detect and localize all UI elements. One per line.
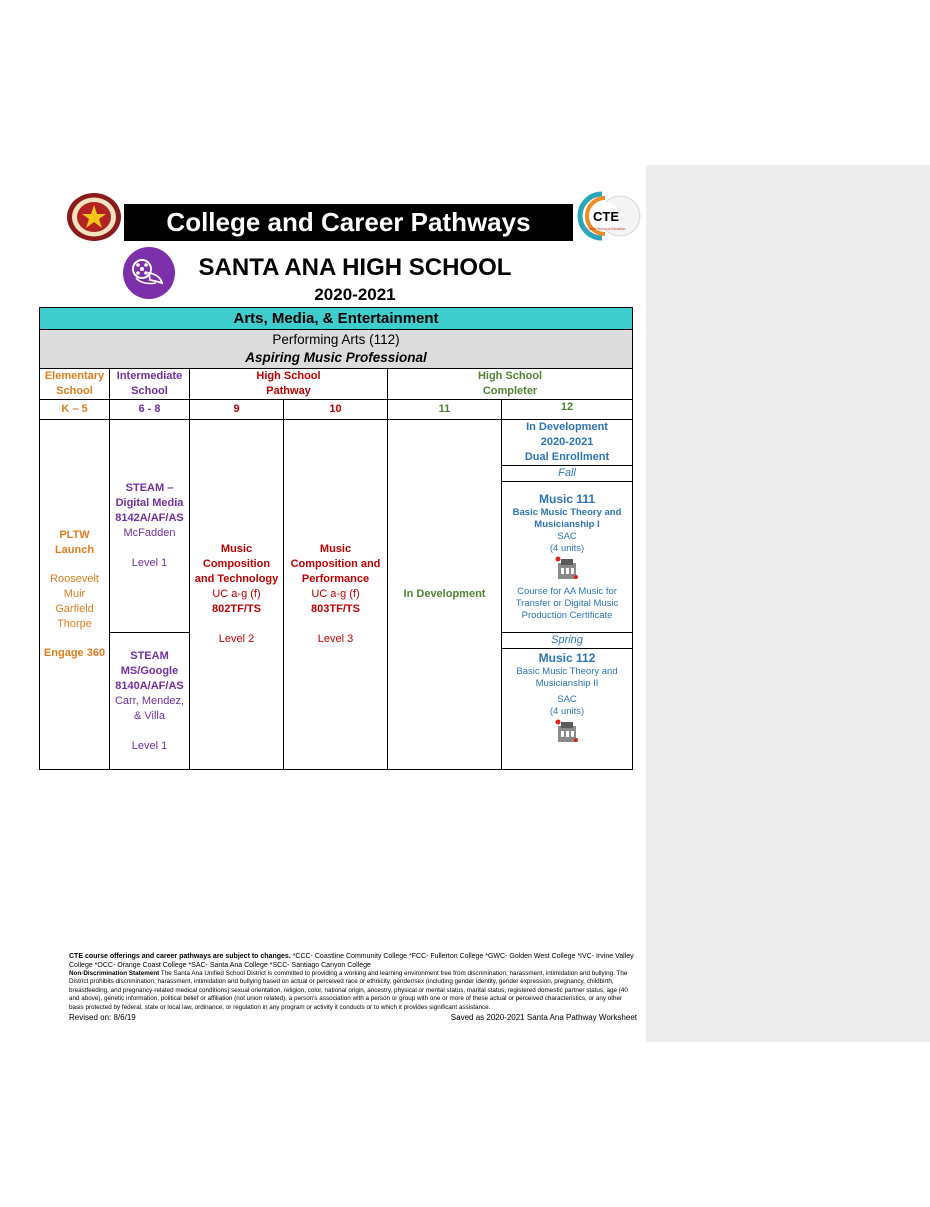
grade12-dual: Dual Enrollment bbox=[524, 451, 610, 463]
elementary-school: Roosevelt bbox=[50, 573, 99, 585]
grade-9: 9 bbox=[190, 400, 284, 420]
grade10-course: Music Composition and Performance bbox=[290, 543, 381, 585]
header-hs-pathway: High School Pathway bbox=[190, 369, 388, 400]
pathway-table bbox=[39, 307, 633, 770]
grade10-cell bbox=[284, 420, 388, 770]
elementary-school: Thorpe bbox=[57, 618, 92, 630]
header-intermediate: Intermediate School bbox=[110, 369, 190, 400]
cte-logo-icon bbox=[572, 188, 642, 244]
side-panel bbox=[646, 165, 930, 1042]
footer-saved: Saved as 2020-2021 Santa Ana Pathway Worksheet bbox=[450, 1013, 637, 1023]
intermediate-teacher: McFadden bbox=[123, 527, 176, 539]
header-hs-completer: High School Completer bbox=[388, 369, 633, 400]
grade-6-8: 6 - 8 bbox=[110, 400, 190, 420]
footer-disclaimer bbox=[69, 952, 637, 970]
header-elementary: Elementary School bbox=[40, 369, 110, 400]
grade9-code: 802TF/TS bbox=[212, 603, 261, 615]
music111-college: SAC bbox=[557, 531, 577, 542]
footer-disclaimer-bold: CTE course offerings and career pathways are subject to changes. bbox=[69, 953, 291, 960]
music111-name: Basic Music Theory and Musicianship I bbox=[512, 507, 622, 530]
music111-cell bbox=[502, 482, 633, 633]
music112-name: Basic Music Theory and Musicianship II bbox=[516, 666, 618, 689]
semester-spring: Spring bbox=[502, 633, 633, 649]
grade-12: 12 bbox=[502, 400, 633, 420]
music112-units: (4 units) bbox=[549, 706, 585, 717]
elementary-school: Garfield bbox=[55, 603, 94, 615]
district-seal-icon bbox=[66, 192, 122, 242]
music111-units: (4 units) bbox=[549, 543, 585, 554]
music112-title: Music 112 bbox=[538, 651, 596, 665]
college-building-icon bbox=[555, 718, 579, 744]
page-title: College and Career Pathways bbox=[124, 204, 573, 241]
grade9-level: Level 2 bbox=[218, 633, 255, 645]
grade-11: 11 bbox=[388, 400, 502, 420]
svg-text:Career Technical Education: Career Technical Education bbox=[586, 227, 626, 231]
school-year: 2020-2021 bbox=[314, 285, 396, 304]
grade11-cell: In Development bbox=[388, 420, 502, 770]
elementary-engage: Engage 360 bbox=[43, 647, 106, 659]
industry-sector: Arts, Media, & Entertainment bbox=[40, 308, 633, 330]
grade9-uc: UC a-g (f) bbox=[212, 588, 261, 600]
intermediate-cell-2 bbox=[110, 633, 190, 770]
school-name: SANTA ANA HIGH SCHOOL bbox=[198, 254, 512, 281]
music112-cell bbox=[502, 649, 633, 770]
music111-title: Music 111 bbox=[539, 492, 596, 506]
intermediate-course: STEAM – Digital Media bbox=[115, 482, 184, 509]
elementary-program: PLTW Launch bbox=[54, 529, 95, 556]
grade12-dev: In Development bbox=[526, 421, 608, 433]
footer-colleges: *CCC- Coastline Community College *FCC- Fullerton College *GWC- Golden West College *IVC- Irvine Valley College *OCC- Orange Coast College *SAC- Santa Ana College *SCC- Santiago Canyon College bbox=[69, 953, 634, 969]
elementary-school: Muir bbox=[63, 588, 86, 600]
intermediate-code: 8142A/AF/AS bbox=[115, 512, 184, 524]
elementary-cell bbox=[40, 420, 110, 770]
grade9-cell bbox=[190, 420, 284, 770]
grade-10: 10 bbox=[284, 400, 388, 420]
footer bbox=[69, 952, 637, 1022]
pathway-name: Performing Arts (112) bbox=[272, 332, 400, 347]
intermediate-course: STEAM MS/Google bbox=[120, 649, 179, 677]
career-title: Aspiring Music Professional bbox=[245, 350, 427, 365]
grade10-level: Level 3 bbox=[317, 633, 354, 645]
grade9-course: Music Composition and Technology bbox=[194, 543, 279, 585]
footer-revised: Revised on: 8/6/19 bbox=[69, 1013, 136, 1023]
film-reel-icon bbox=[122, 247, 176, 299]
grade10-code: 803TF/TS bbox=[311, 603, 360, 615]
grade10-uc: UC a-g (f) bbox=[311, 588, 360, 600]
music111-note: Course for AA Music for Transfer or Digital Music Production Certificate bbox=[515, 586, 619, 621]
grade12-dev-year: 2020-2021 bbox=[540, 436, 594, 448]
pathway-title bbox=[40, 330, 633, 369]
svg-text:CTE: CTE bbox=[593, 209, 619, 224]
footer-nondiscrim-text: The Santa Ana Unified School District is committed to providing a working and learning environment free from discrimination, harassment, intimidation and bullying. The District prohibits discrimination, harassment, intimidation and bullying based on actual or perceived race or ethnicity, gender/sex (including gender identity, gender expression, pregnancy, childbirth, breastfeeding, and pregnancy-related medical conditions) sexual orientation, religion, color, national origin, ancestry, physical or mental status, marital status, registered domestic partner status, age (40 and above), genetic information, political belief or affiliation (not union related), a person's association with a person or group with one or more of these actual or perceived characteristics, or any other basis protected by federal, state or local law, ordinance, or regulation in any program or activity it conducts or to which it provides significant assistance. bbox=[69, 970, 628, 1011]
intermediate-level: Level 1 bbox=[131, 557, 168, 569]
college-building-icon bbox=[555, 555, 579, 581]
footer-nondiscrimination bbox=[69, 970, 637, 1012]
intermediate-level: Level 1 bbox=[131, 739, 168, 752]
grade-k5: K – 5 bbox=[40, 400, 110, 420]
music112-college: SAC bbox=[557, 694, 577, 705]
intermediate-teacher: Carr, Mendez, & Villa bbox=[114, 694, 185, 722]
footer-nondiscrim-title: Non-Discrimination Statement bbox=[69, 970, 160, 977]
intermediate-code: 8140A/AF/AS bbox=[115, 679, 184, 692]
semester-fall: Fall bbox=[502, 466, 633, 482]
grade12-dev-cell bbox=[502, 420, 633, 466]
intermediate-cell-1 bbox=[110, 420, 190, 633]
